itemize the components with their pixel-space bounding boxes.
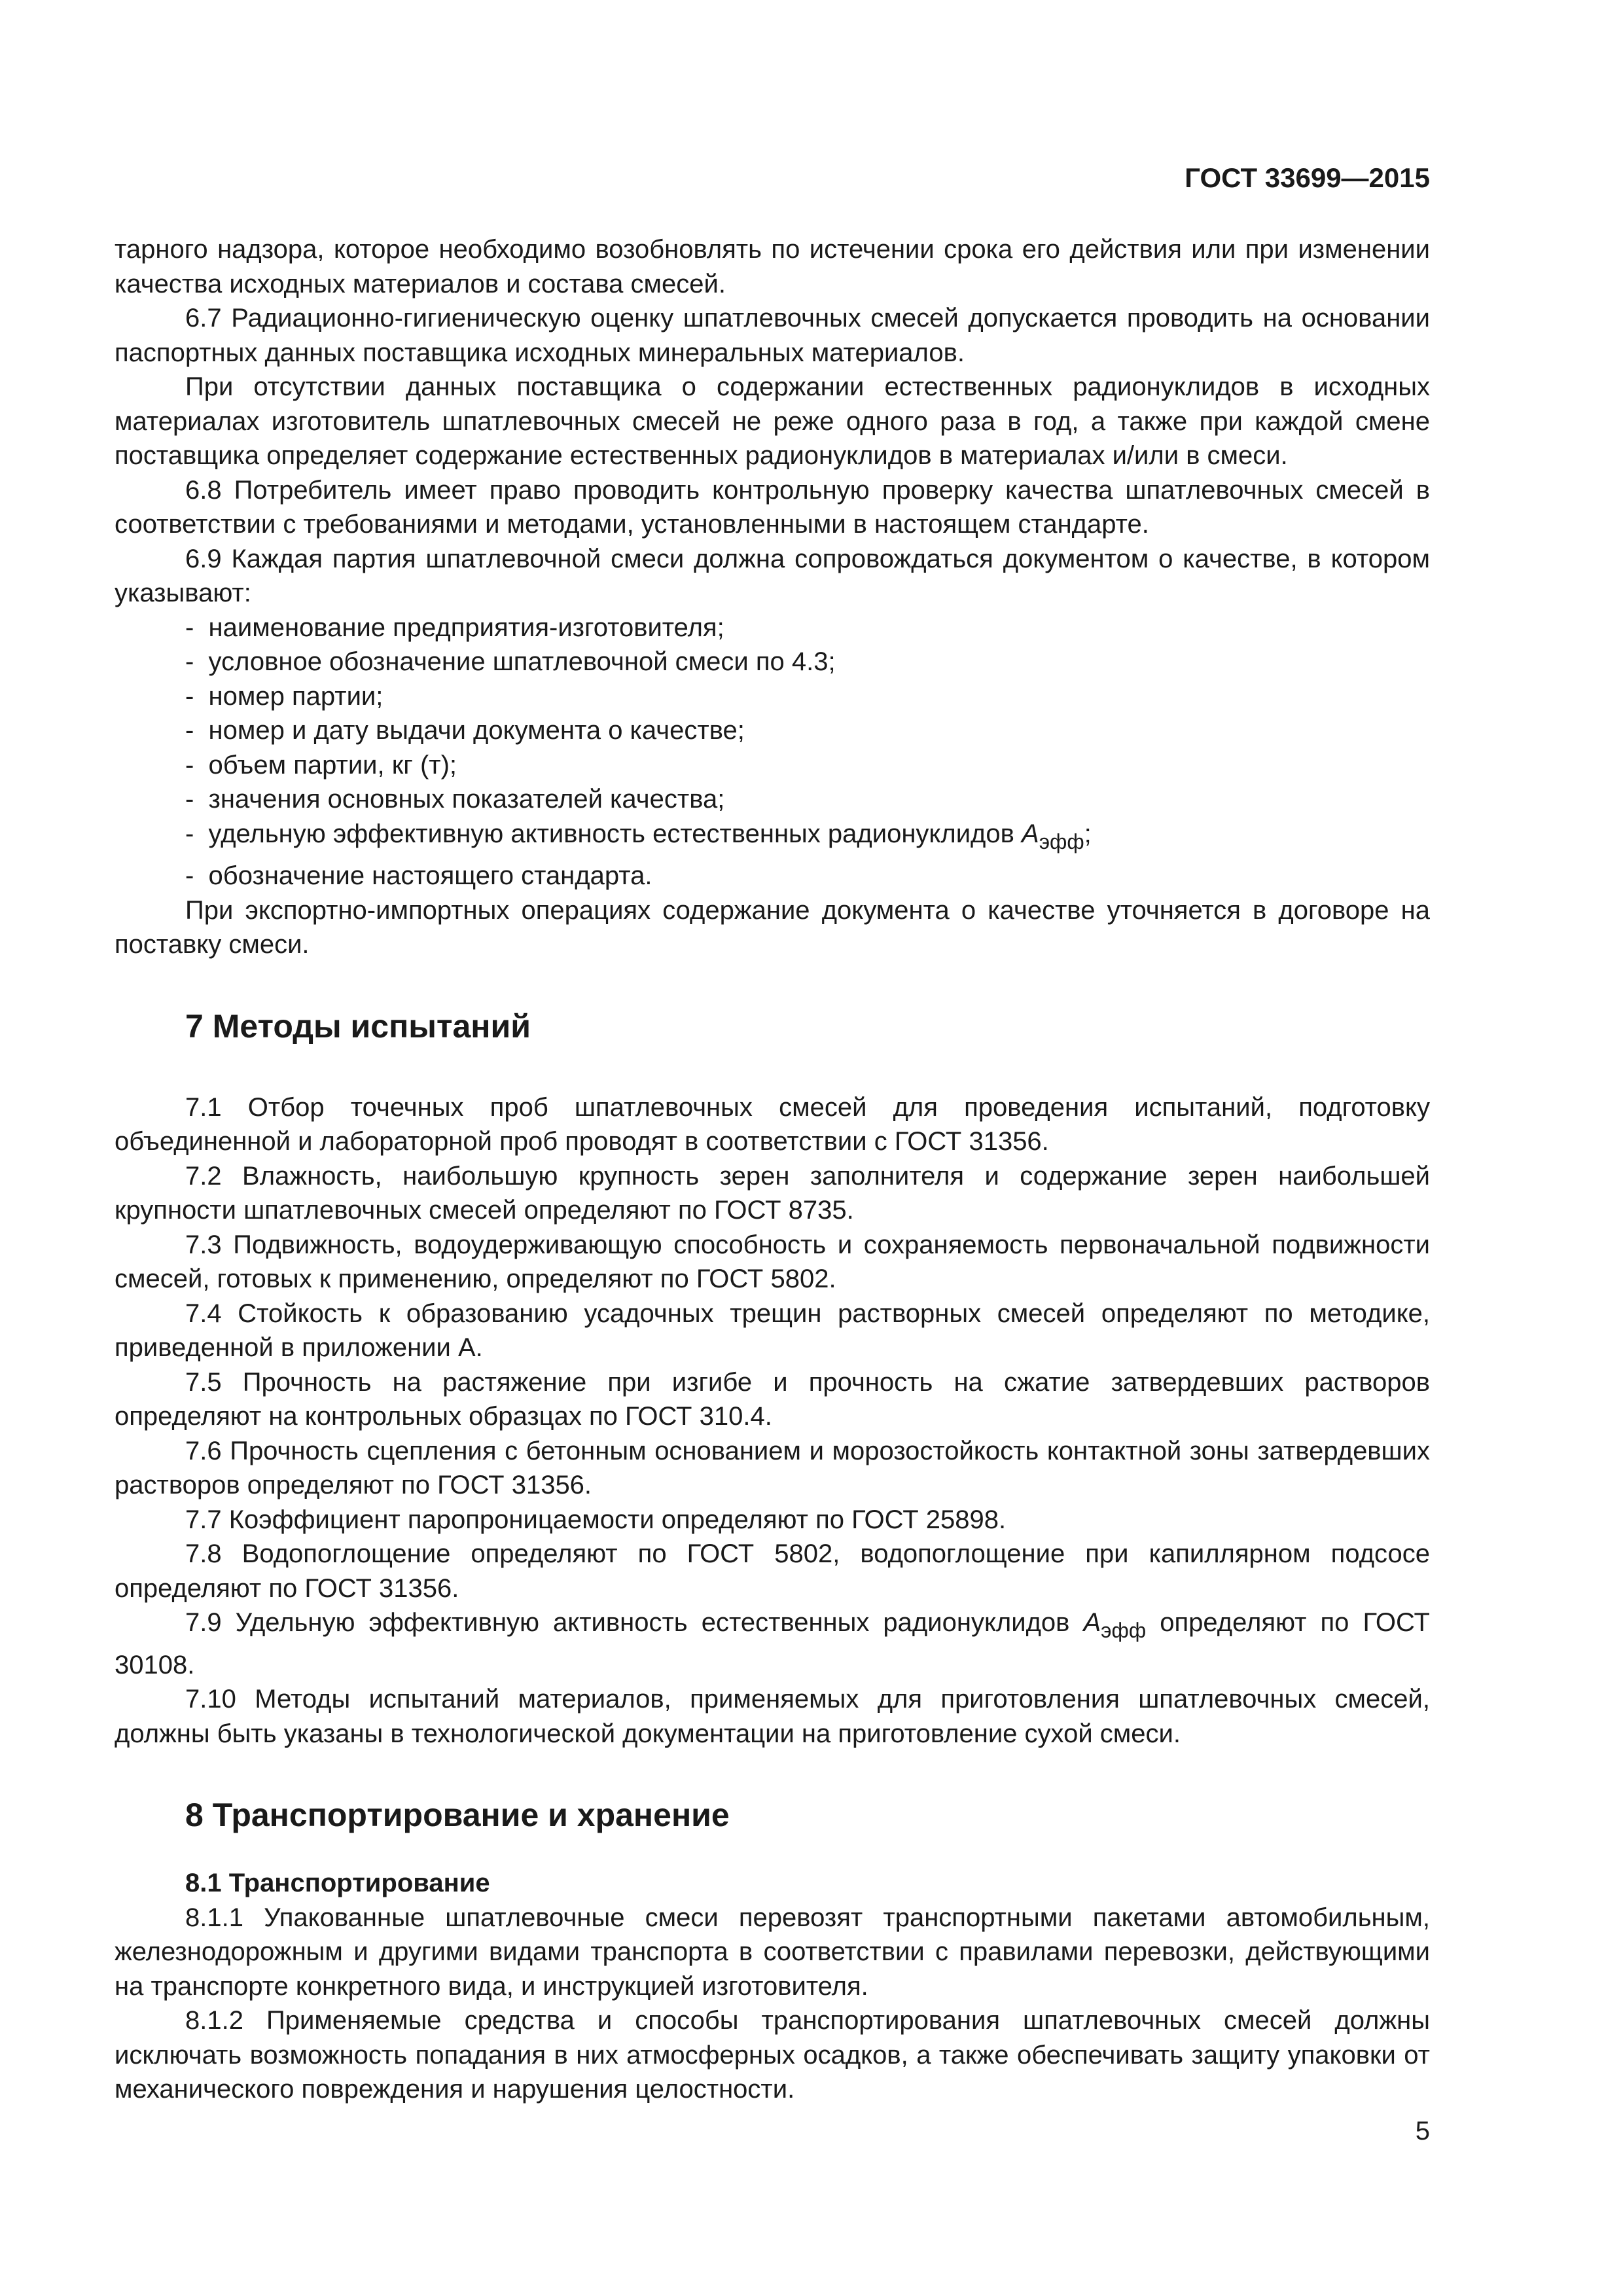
paragraph-6-7-second: При отсутствии данных поставщика о содержании естественных радионуклидов в исходных материалах изготовитель шпатлевочных смесей не реже одного раза в год, а также при каждой смене поставщика определяет содержание естественных радионуклидов в материалах и/или в смеси. — [115, 372, 1430, 470]
document-body — [115, 232, 1430, 2107]
paragraph-6-8: 6.8 Потребитель имеет право проводить контрольную проверку качества шпатлевочных смесей в соответствии с требованиями и методами, установленными в настоящем стандарте. — [115, 475, 1430, 539]
paragraph-7-9 — [115, 1605, 1430, 1682]
paragraph-text: определяют по ГОСТ 30108. — [115, 1608, 1430, 1679]
page-number: 5 — [1415, 2117, 1430, 2145]
list-item: - условное обозначение шпатлевочной смеси по 4.3; — [115, 645, 1430, 679]
paragraph-7-7: 7.7 Коэффициент паропроницаемости определяют по ГОСТ 25898. — [185, 1505, 1007, 1534]
list-item: - объем партии, кг (т); — [115, 748, 1430, 783]
paragraph-6-9: 6.9 Каждая партия шпатлевочной смеси должна сопровождаться документом о качестве, в котором указывают: — [115, 544, 1430, 607]
document-quality-list — [115, 611, 1430, 893]
document-header: ГОСТ 33699—2015 — [1185, 162, 1430, 193]
paragraph-6-6-continuation: тарного надзора, которое необходимо возобновлять по истечении срока его действия или при изменении качества исходных материалов и состава смесей. — [115, 235, 1430, 298]
section-7-heading: 7 Методы испытаний — [185, 1007, 531, 1045]
paragraph-7-3: 7.3 Подвижность, водоудерживающую способность и сохраняемость первоначальной подвижности смесей, готовых к применению, определяют по ГОСТ 5802. — [115, 1230, 1430, 1293]
list-item: - номер партии; — [115, 679, 1430, 714]
activity-symbol: А — [1083, 1608, 1101, 1637]
list-item-text: удельную эффективную активность естественных радионуклидов — [208, 819, 1022, 848]
document-page — [115, 0, 1430, 2296]
paragraph-8-1-1: 8.1.1 Упакованные шпатлевочные смеси перевозят транспортными пакетами автомобильным, железнодорожным и другими видами транспорта в соответствии с правилами перевозки, действующими на транспорте конкретного вида, и инструкцией изготовителя. — [115, 1903, 1430, 2001]
subsection-8-1-heading: 8.1 Транспортирование — [185, 1869, 490, 1897]
list-item: - наименование предприятия-изготовителя; — [115, 611, 1430, 645]
section-8-heading: 8 Транспортирование и хранение — [185, 1797, 730, 1833]
activity-subscript: эфф — [1039, 829, 1084, 853]
list-item: - значения основных показателей качества; — [115, 782, 1430, 817]
paragraph-6-7: 6.7 Радиационно-гигиеническую оценку шпатлевочных смесей допускается проводить на основании паспортных данных поставщика исходных минеральных материалов. — [115, 304, 1430, 367]
list-item: - обозначение настоящего стандарта. — [115, 859, 1430, 893]
paragraph-text: 7.9 Удельную эффективную активность естественных радионуклидов — [185, 1608, 1084, 1637]
paragraph-6-9-second: При экспортно-импортных операциях содержание документа о качестве уточняется в договоре на поставку смеси. — [115, 895, 1430, 959]
paragraph-7-8: 7.8 Водопоглощение определяют по ГОСТ 5802, водопоглощение при капиллярном подсосе определяют по ГОСТ 31356. — [115, 1539, 1430, 1603]
list-item — [115, 817, 1430, 859]
paragraph-8-1-2: 8.1.2 Применяемые средства и способы транспортирования шпатлевочных смесей должны исключать возможность попадания в них атмосферных осадков, а также обеспечивать защиту упаковки от механического повреждения и нарушения целостности. — [115, 2006, 1430, 2104]
list-item: - номер и дату выдачи документа о качестве; — [115, 713, 1430, 748]
list-item-punct: ; — [1084, 819, 1092, 848]
paragraph-7-4: 7.4 Стойкость к образованию усадочных трещин растворных смесей определяют по методике, приведенной в приложении А. — [115, 1299, 1430, 1362]
activity-subscript: эфф — [1101, 1619, 1147, 1642]
paragraph-7-1: 7.1 Отбор точечных проб шпатлевочных смесей для проведения испытаний, подготовку объединенной и лабораторной проб проводят в соответствии с ГОСТ 31356. — [115, 1092, 1430, 1156]
paragraph-7-5: 7.5 Прочность на растяжение при изгибе и прочность на сжатие затвердевших растворов определяют на контрольных образцах по ГОСТ 310.4. — [115, 1367, 1430, 1431]
activity-symbol: А — [1022, 819, 1039, 848]
paragraph-7-6: 7.6 Прочность сцепления с бетонным основанием и морозостойкость контактной зоны затвердевших растворов определяют по ГОСТ 31356. — [115, 1436, 1430, 1499]
paragraph-7-10: 7.10 Методы испытаний материалов, применяемых для приготовления шпатлевочных смесей, должны быть указаны в технологической документации на приготовление сухой смеси. — [115, 1685, 1430, 1748]
paragraph-7-2: 7.2 Влажность, наибольшую крупность зерен заполнителя и содержание зерен наибольшей крупности шпатлевочных смесей определяют по ГОСТ 8735. — [115, 1161, 1430, 1225]
